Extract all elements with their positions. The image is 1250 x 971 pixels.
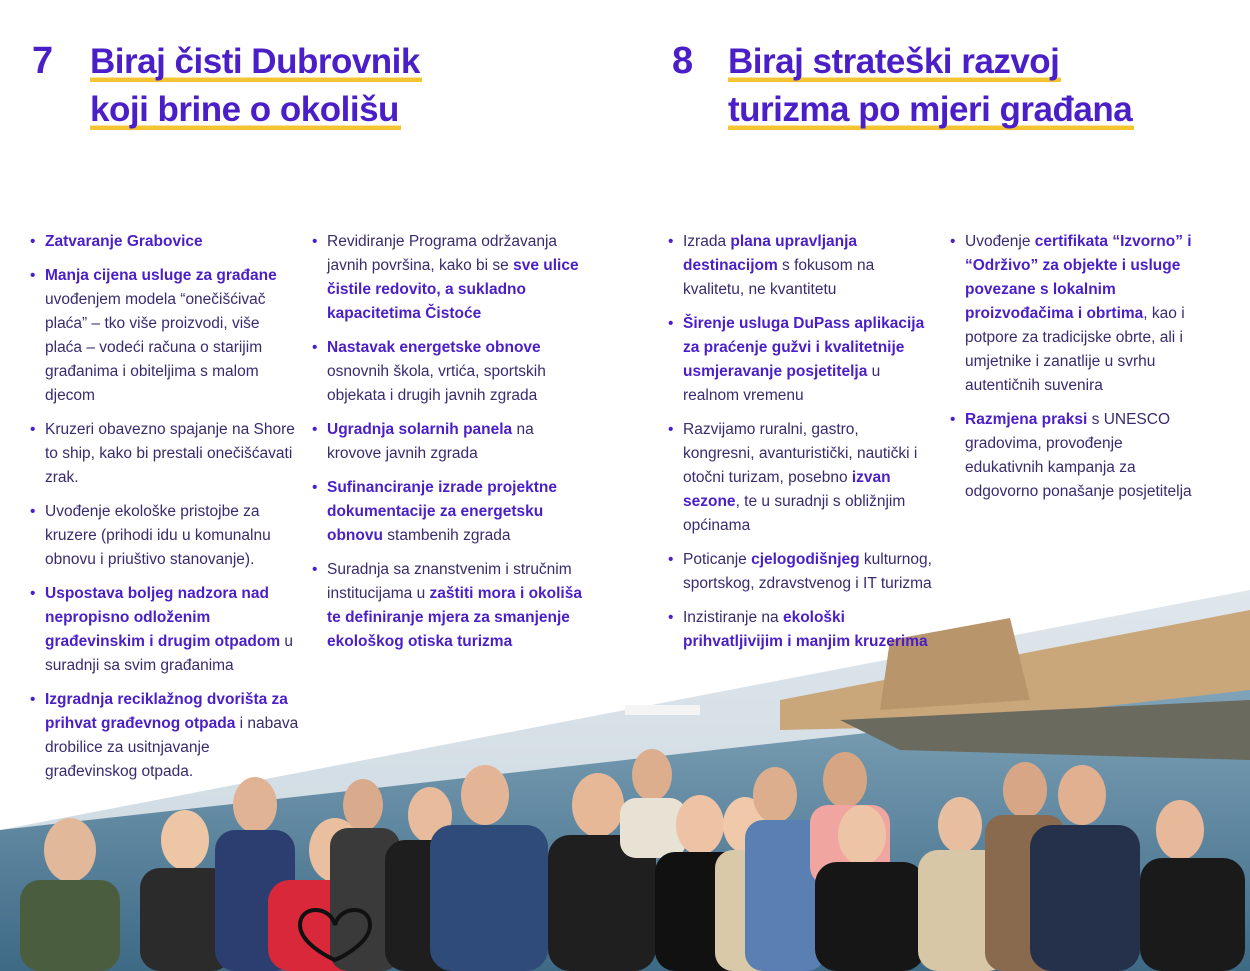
list-item: • Izrada plana upravljanja destinacijom s fokusom na kvalitetu, ne kvantitetu <box>668 230 933 302</box>
list-item: • Razvijamo ruralni, gastro, kongresni, avanturistički, nautički i otočni turizam, posebno izvan sezone, te u suradnji s obližnjim općinama <box>668 418 933 538</box>
list-item: • Širenje usluga DuPass aplikacija za praćenje gužvi i kvalitetnije usmjeravanje posjetitelja u realnom vremenu <box>668 312 933 408</box>
section-7-column-2 <box>312 230 582 664</box>
list-item: • Poticanje cjelogodišnjeg kulturnog, sportskog, zdravstvenog i IT turizma <box>668 548 933 596</box>
list-item: • Nastavak energetske obnove osnovnih škola, vrtića, sportskih objekata i drugih javnih zgrada <box>312 336 582 408</box>
list-item: • Ugradnja solarnih panela na krovove javnih zgrada <box>312 418 582 466</box>
list-item: • Manja cijena usluge za građane uvođenjem modela “onečišćivač plaća” – tko više proizvodi, više plaća – vodeći računa o starijim građanima i obiteljima s malom djecom <box>30 264 300 408</box>
section-7-title-line2: koji brine o okolišu <box>90 86 401 134</box>
list-item: • Izgradnja reciklažnog dvorišta za prihvat građevnog otpada i nabava drobilice za usitnjavanje građevinskog otpada. <box>30 688 300 784</box>
section-7-title-line1: Biraj čisti Dubrovnik <box>90 38 422 86</box>
list-item: • Sufinanciranje izrade projektne dokumentacije za energetsku obnovu stambenih zgrada <box>312 476 582 548</box>
section-8-title-line1: Biraj strateški razvoj <box>728 38 1061 86</box>
section-8-title-line2: turizma po mjeri građana <box>728 86 1134 134</box>
boat <box>625 705 700 715</box>
section-8-number: 8 <box>672 40 694 82</box>
section-7-number: 7 <box>32 40 54 82</box>
list-item: • Razmjena praksi s UNESCO gradovima, provođenje edukativnih kampanja za odgovorno ponašanje posjetitelja <box>950 408 1195 504</box>
list-item: • Uvođenje certifikata “Izvorno” i “Održivo” za objekte i usluge povezane s lokalnim proizvođačima i obrtima, kao i potpore za tradicijske obrte, ali i umjetnike i zanatlije u svrhu autentičnih suvenira <box>950 230 1195 398</box>
section-7-column-1 <box>30 230 300 794</box>
list-item: • Kruzeri obavezno spajanje na Shore to ship, kako bi prestali onečišćavati zrak. <box>30 418 300 490</box>
section-8-column-1 <box>668 230 933 664</box>
list-item: • Inzistiranje na ekološki prihvatljivijim i manjim kruzerima <box>668 606 933 654</box>
list-item: • Uspostava boljeg nadzora nad nepropisno odloženim građevinskim i drugim otpadom u suradnji sa svim građanima <box>30 582 300 678</box>
list-item: • Revidiranje Programa održavanja javnih površina, kako bi se sve ulice čistile redovito, a sukladno kapacitetima Čistoće <box>312 230 582 326</box>
list-item: • Suradnja sa znanstvenim i stručnim institucijama u zaštiti mora i okoliša te definiranje mjera za smanjenje ekološkog otiska turizma <box>312 558 582 654</box>
list-item: • Uvođenje ekološke pristojbe za kruzere (prihodi idu u komunalnu obnovu i priuštivo stanovanje). <box>30 500 300 572</box>
section-8-column-2 <box>950 230 1195 514</box>
list-item: • Zatvaranje Grabovice <box>30 230 300 254</box>
